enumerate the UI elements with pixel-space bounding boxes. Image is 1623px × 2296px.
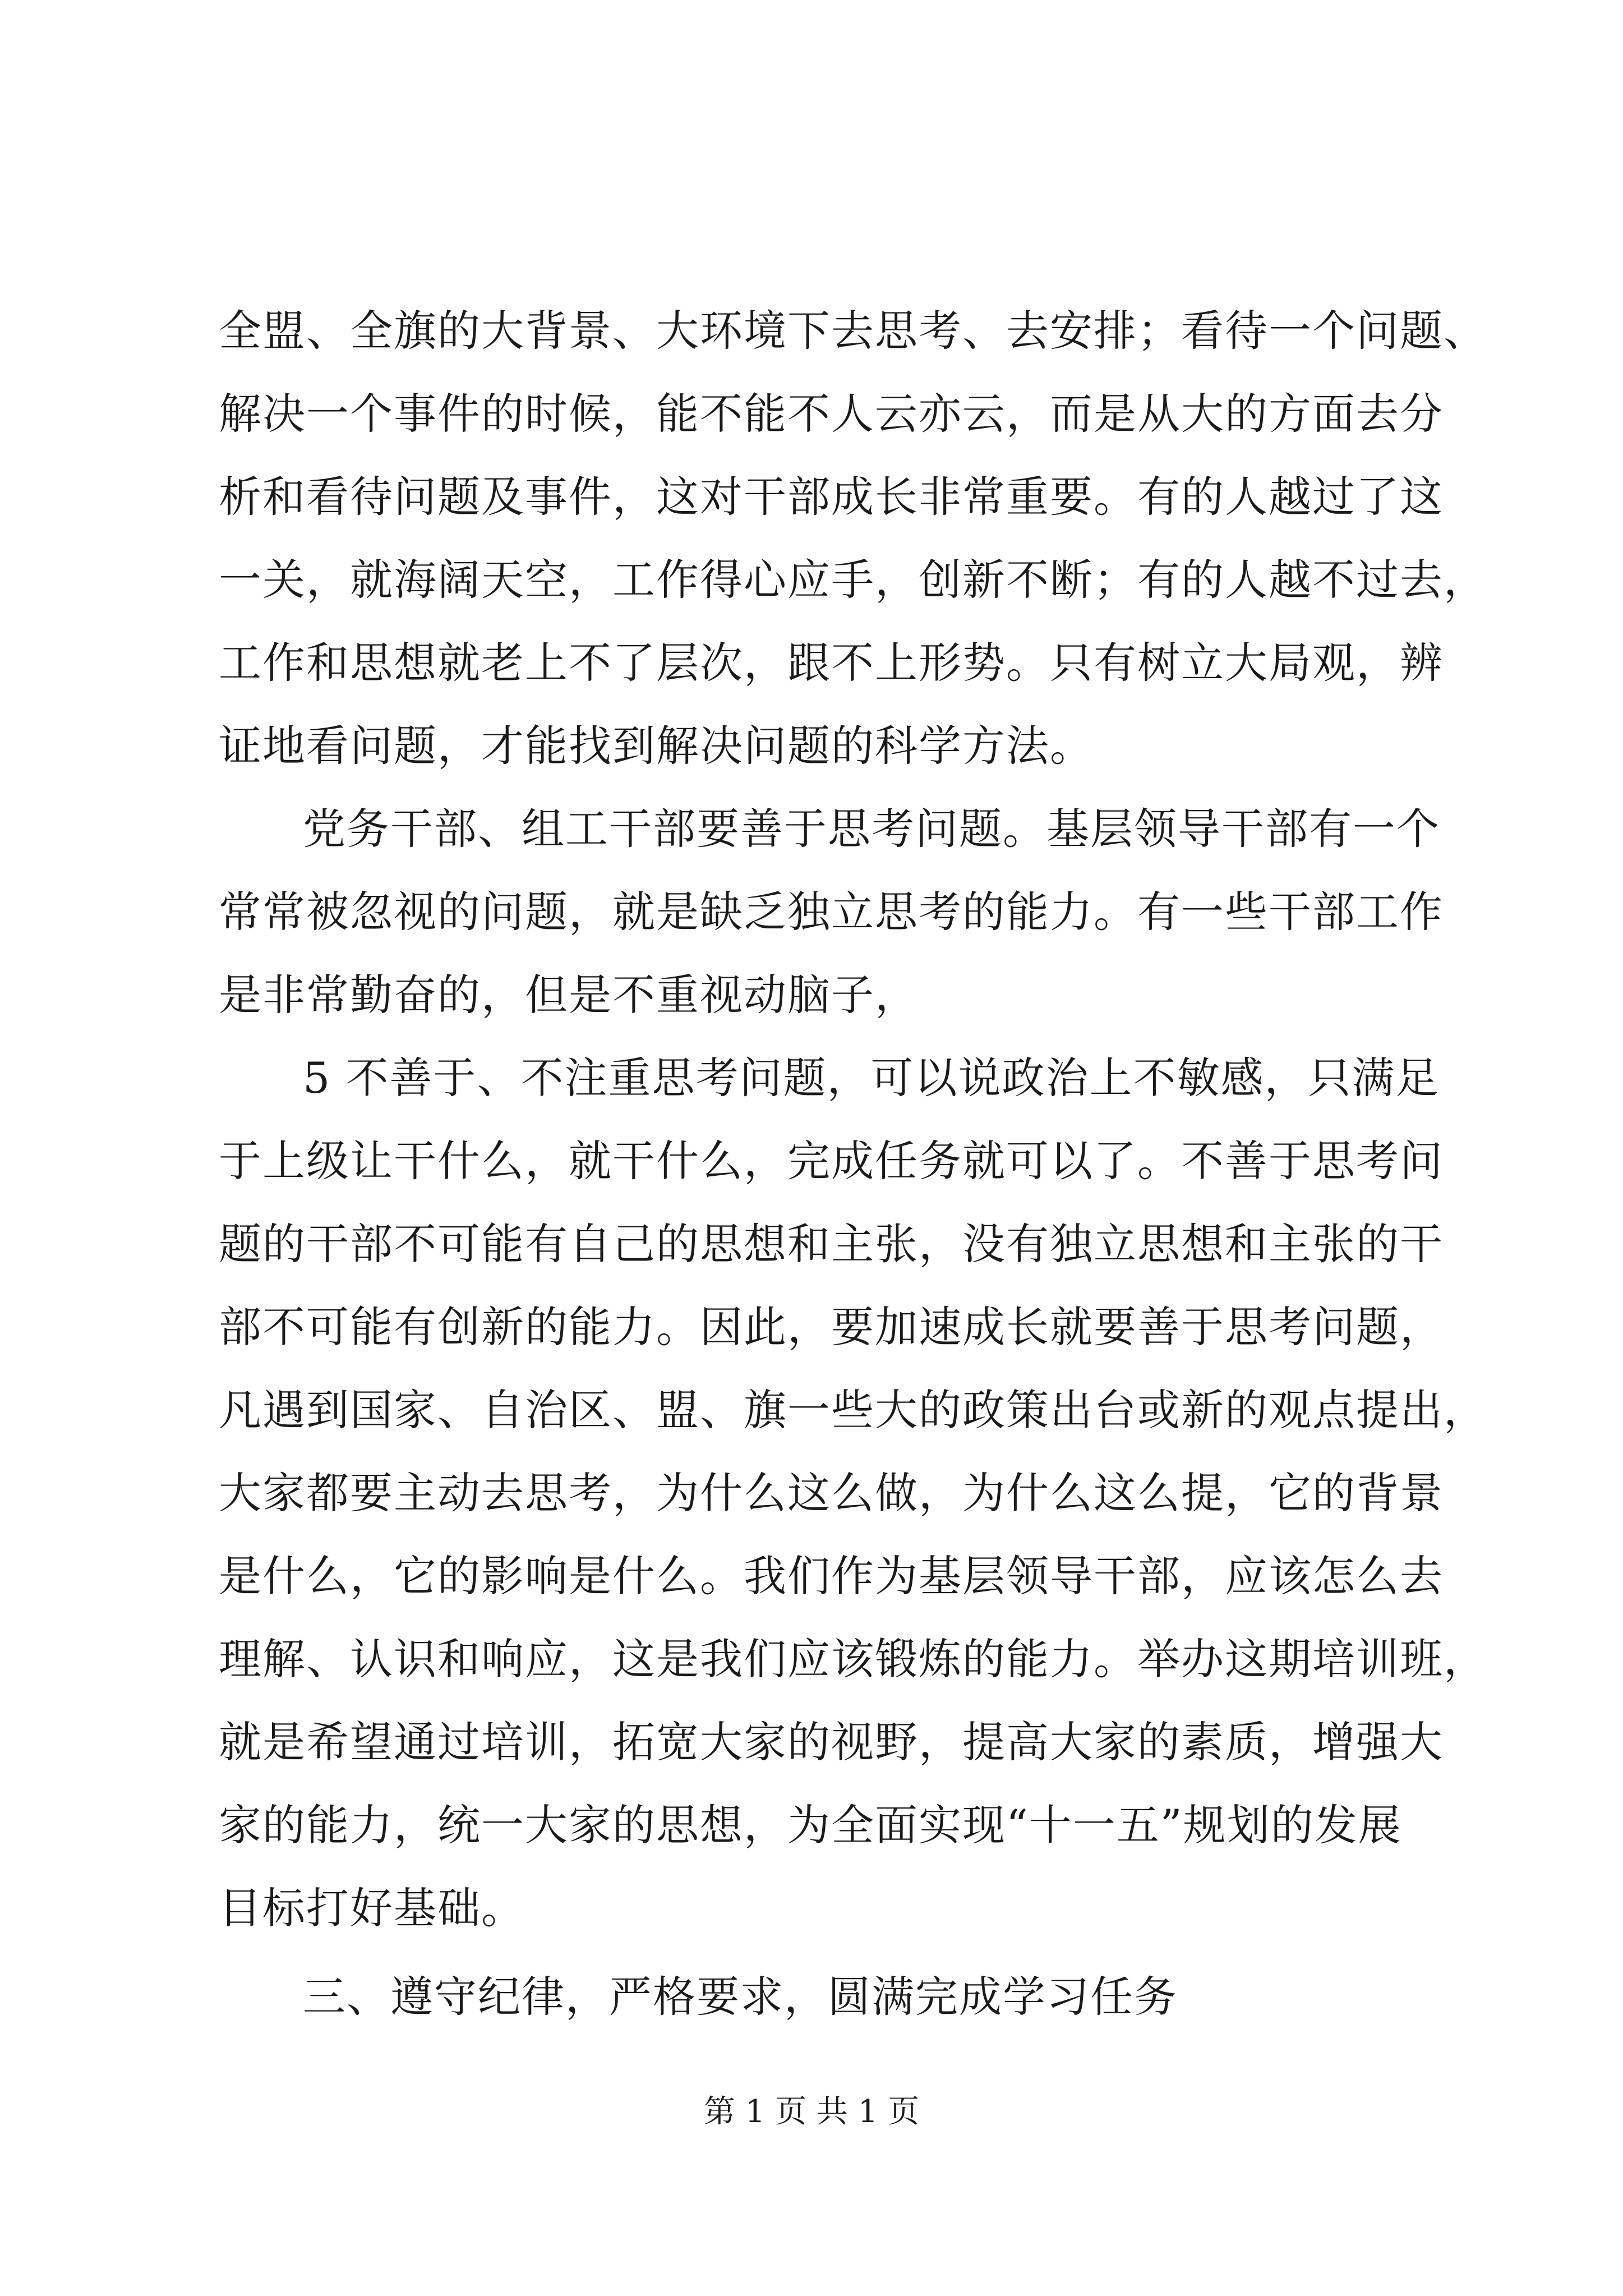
paragraph-line: 理解、认识和响应，这是我们应该锻炼的能力。举办这期培训班，	[219, 1634, 1487, 1684]
paragraph-line: 证地看问题，才能找到解决问题的科学方法。	[219, 721, 1094, 771]
page-number-footer: 第 1 页 共 1 页	[703, 2093, 920, 2130]
paragraph-line: 析和看待问题及事件，这对干部成长非常重要。有的人越过了这	[219, 472, 1444, 522]
paragraph-line: 于上级让干什么，就干什么，完成任务就可以了。不善于思考问	[219, 1136, 1444, 1186]
paragraph-line: 家的能力，统一大家的思想，为全面实现“十一五”规划的发展	[219, 1800, 1402, 1850]
paragraph-line: 解决一个事件的时候，能不能不人云亦云，而是从大的方面去分	[219, 389, 1444, 439]
paragraph-line: 就是希望通过培训，拓宽大家的视野，提高大家的素质，增强大	[219, 1717, 1444, 1767]
paragraph-line: 部不可能有创新的能力。因此，要加速成长就要善于思考问题，	[219, 1302, 1444, 1352]
section-heading: 三、遵守纪律，严格要求，圆满完成学习任务	[303, 1972, 1178, 2022]
paragraph-line: 大家都要主动去思考，为什么这么做，为什么这么提，它的背景	[219, 1468, 1444, 1518]
paragraph-line: 题的干部不可能有自己的思想和主张，没有独立思想和主张的干	[219, 1219, 1444, 1269]
paragraph-line: 工作和思想就老上不了层次，跟不上形势。只有树立大局观，辨	[219, 638, 1444, 688]
paragraph-line: 凡遇到国家、自治区、盟、旗一些大的政策出台或新的观点提出，	[219, 1385, 1487, 1435]
paragraph-line: 党务干部、组工干部要善于思考问题。基层领导干部有一个	[303, 804, 1440, 854]
paragraph-line: 一关，就海阔天空，工作得心应手，创新不断；有的人越不过去，	[219, 555, 1487, 605]
paragraph-line: 常常被忽视的问题，就是缺乏独立思考的能力。有一些干部工作	[219, 887, 1444, 937]
paragraph-line: 目标打好基础。	[219, 1883, 525, 1933]
paragraph-line: 5 不善于、不注重思考问题，可以说政治上不敏感，只满足	[303, 1053, 1440, 1103]
paragraph-line: 是非常勤奋的，但是不重视动脑子，	[219, 970, 919, 1020]
paragraph-line: 是什么，它的影响是什么。我们作为基层领导干部，应该怎么去	[219, 1551, 1444, 1601]
paragraph-line: 全盟、全旗的大背景、大环境下去思考、去安排；看待一个问题、	[219, 306, 1487, 356]
